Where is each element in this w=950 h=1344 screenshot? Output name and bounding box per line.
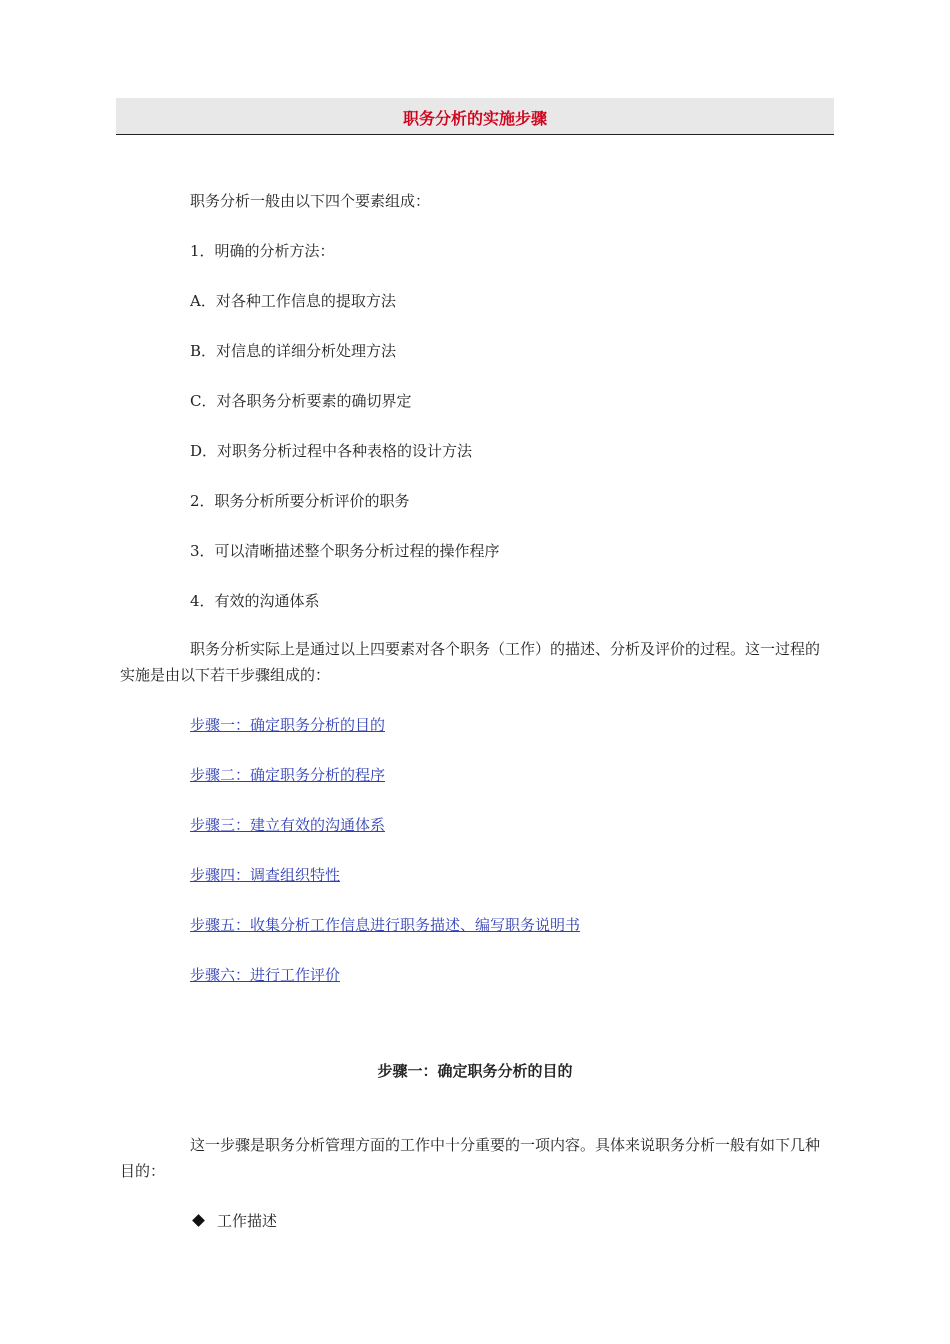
element-item: 2．职务分析所要分析评价的职务 [190, 492, 410, 510]
step-link-3[interactable]: 步骤三：建立有效的沟通体系 [190, 816, 386, 834]
step-link-5[interactable]: 步骤五：收集分析工作信息进行职务描述、编写职务说明书 [190, 916, 581, 934]
element-item: 4．有效的沟通体系 [190, 592, 320, 610]
diamond-bullet-icon [192, 1214, 205, 1227]
element-item: C．对各职务分析要素的确切界定 [190, 392, 412, 410]
step-link-4[interactable]: 步骤四：调查组织特性 [190, 866, 341, 884]
intro-text: 职务分析一般由以下四个要素组成： [190, 192, 431, 210]
element-item: D．对职务分析过程中各种表格的设计方法 [190, 442, 473, 460]
document-title: 职务分析的实施步骤 [402, 109, 547, 128]
element-item: A．对各种工作信息的提取方法 [190, 292, 396, 310]
section1-paragraph: 这一步骤是职务分析管理方面的工作中十分重要的一项内容。具体来说职务分析一般有如下几种目的： [120, 1136, 821, 1180]
step-link-1[interactable]: 步骤一：确定职务分析的目的 [190, 716, 386, 734]
element-item: 3．可以清晰描述整个职务分析过程的操作程序 [190, 542, 500, 560]
step-link-6[interactable]: 步骤六：进行工作评价 [190, 966, 341, 984]
bullet-text: 工作描述 [217, 1212, 278, 1230]
element-item: B．对信息的详细分析处理方法 [190, 342, 397, 360]
bullet-item [194, 1210, 277, 1232]
step-link-2[interactable]: 步骤二：确定职务分析的程序 [190, 766, 386, 784]
process-paragraph: 职务分析实际上是通过以上四要素对各个职务（工作）的描述、分析及评价的过程。这一过程的实施是由以下若干步骤组成的： [120, 640, 821, 684]
document-title-bar [116, 98, 834, 135]
section-title-step1: 步骤一：确定职务分析的目的 [377, 1062, 573, 1080]
element-item: 1．明确的分析方法： [190, 242, 335, 260]
